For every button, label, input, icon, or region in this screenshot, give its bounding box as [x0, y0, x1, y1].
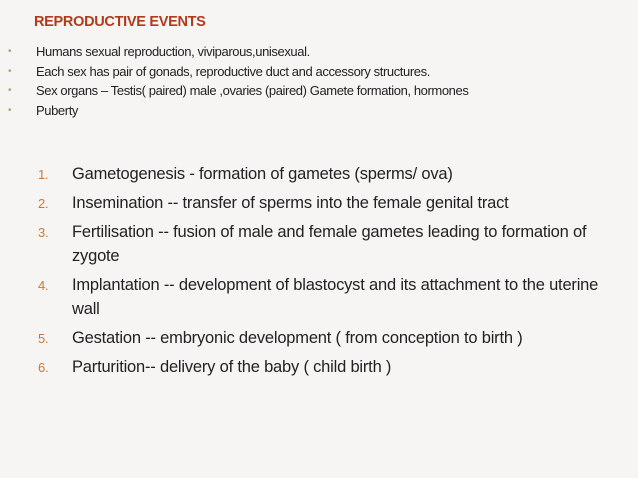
- bullet-marker: •: [8, 65, 12, 77]
- item-text: Gestation -- embryonic development ( from conception to birth ): [72, 329, 523, 347]
- numbered-item: [0, 326, 620, 350]
- bullet-text: Sex organs – Testis( paired) male ,ovaries (paired) Gamete formation, hormones: [36, 83, 469, 98]
- item-text: Implantation -- development of blastocyst and its attachment to the uterine wall: [72, 276, 599, 318]
- bullet-item: [0, 81, 600, 101]
- item-text: Insemination -- transfer of sperms into the female genital tract: [72, 194, 509, 212]
- numbered-item: [0, 162, 620, 186]
- item-text: Parturition-- delivery of the baby ( child birth ): [72, 358, 392, 376]
- numbered-item: [0, 191, 620, 215]
- bullet-marker: •: [8, 104, 12, 116]
- bullet-list: [0, 42, 600, 120]
- bullet-item: [0, 62, 600, 82]
- bullet-item: [0, 42, 600, 62]
- slide-title: REPRODUCTIVE EVENTS: [34, 14, 206, 30]
- bullet-text: Humans sexual reproduction, viviparous,unisexual.: [36, 44, 310, 59]
- numbered-item: [0, 355, 620, 379]
- bullet-marker: •: [8, 46, 12, 57]
- numbered-item: [0, 273, 620, 321]
- item-number: 6.: [38, 360, 49, 375]
- bullet-text: Puberty: [36, 102, 79, 118]
- item-number: 1.: [38, 167, 49, 182]
- bullet-marker: •: [8, 85, 12, 96]
- item-text: Fertilisation -- fusion of male and female gametes leading to formation of zygote: [72, 223, 587, 265]
- bullet-item: [0, 101, 600, 121]
- item-number: 2.: [38, 196, 49, 211]
- numbered-list: [0, 162, 620, 384]
- numbered-item: [0, 220, 620, 268]
- item-text: Gametogenesis - formation of gametes (sperms/ ova): [72, 165, 453, 183]
- item-number: 3.: [38, 225, 49, 240]
- bullet-text: Each sex has pair of gonads, reproductive duct and accessory structures.: [36, 63, 430, 79]
- item-number: 5.: [38, 331, 49, 346]
- item-number: 4.: [38, 278, 49, 293]
